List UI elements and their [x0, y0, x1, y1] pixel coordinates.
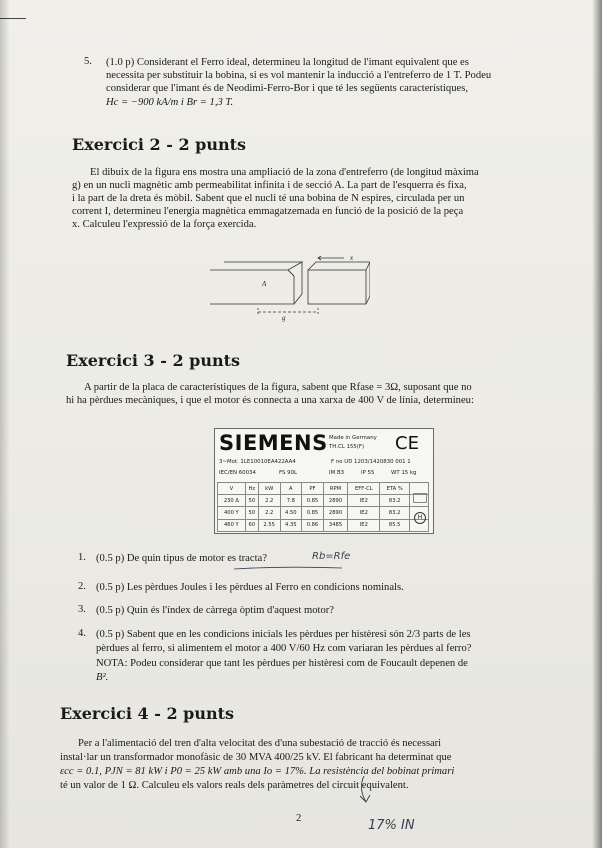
ex3-item4-line3: NOTA: Podeu considerar que tant les pèrdues per histèresi com de Foucault depenen de	[96, 658, 468, 669]
plate-cell: 4.50	[280, 507, 302, 519]
plate-row	[218, 519, 429, 531]
ex2-line4: corrent I, determineu l'energia magnètica emmagatzemada en funció de la posició de la peça	[72, 206, 464, 217]
plate-header-cell: A	[280, 483, 302, 495]
plate-row	[218, 495, 429, 507]
plate-cell: 2.55	[258, 519, 280, 531]
plate-header-cell: EFF-CL	[348, 483, 380, 495]
exercise-3-title: Exercici 3 - 2 punts	[66, 351, 241, 370]
plate-header-cell: Hz	[245, 483, 258, 495]
plate-cell: 4.35	[280, 519, 302, 531]
q5-line1: (1.0 p) Considerant el Ferro ideal, determineu la longitud de l'imant equivalent que es	[106, 57, 469, 68]
plate-made-in: Made in Germany	[329, 435, 377, 441]
plate-cell: 0.85	[302, 495, 324, 507]
plate-header-cell: ETA %	[380, 483, 410, 495]
plate-cell: 460 Y	[218, 519, 246, 531]
ex3-item3-text: (0.5 p) Quin és l'índex de càrrega òptim d'aquest motor?	[96, 605, 334, 616]
plate-cell: 2890	[323, 507, 347, 519]
plate-iec: IEC/EN 60034	[219, 470, 256, 476]
ex2-line2: g) en un nucli magnètic amb permeabilitat infinita i de secció A. La part de l'esquerra és fixa,	[72, 180, 467, 191]
ex4-line3: εcc = 0.1, PJN = 81 kW i P0 = 25 kW amb una Io = 17%. La resistència del bobinat primari	[60, 766, 455, 777]
ex3-item2-text: (0.5 p) Les pèrdues Joules i les pèrdues al Ferro en condicions nominals.	[96, 582, 404, 593]
siemens-logo: SIEMENS	[219, 431, 328, 455]
exercise-2-title: Exercici 2 - 2 punts	[72, 135, 247, 154]
plate-row	[218, 507, 429, 519]
plate-header-cell: kW	[258, 483, 280, 495]
handwritten-arrow	[354, 774, 384, 808]
ex3-item4-line1: (0.5 p) Sabent que en les condicions inicials les pèrdues per histèresi són 2/3 parts de les	[96, 629, 471, 640]
q5-number: 5.	[84, 56, 92, 67]
fig-label-g: g	[282, 314, 286, 322]
fig-label-x: x	[350, 256, 354, 262]
ex3-item4-line4: B².	[96, 672, 109, 683]
ex3-item4-number: 4.	[78, 628, 86, 639]
plate-cell: IE2	[348, 507, 380, 519]
plate-im: IM B3	[329, 470, 345, 476]
plate-cell: 50	[245, 495, 258, 507]
nameplate-table	[217, 482, 429, 532]
fig-label-A: A	[262, 280, 267, 288]
plate-header-cell: RPM	[323, 483, 347, 495]
q5-line4: Hc = −900 kA/m i Br = 1,3 T.	[106, 97, 234, 108]
plate-pictogram-icon	[413, 493, 427, 503]
plate-cell: 3485	[323, 519, 347, 531]
ex3-item3-number: 3.	[78, 604, 86, 615]
handwritten-note-rb-rfe: Rb=Rfe	[312, 551, 351, 562]
ex2-line3: i la part de la dreta és mòbil. Sabent que el nucli té una bobina de N espires, circulada per un	[72, 193, 465, 204]
plate-cell: 50	[245, 507, 258, 519]
ex4-line2: instal·lar un transformador monofàsic de 30 MVA 400/25 kV. El fabricant ha determinat que	[60, 752, 452, 763]
plate-fs: FS 90L	[279, 470, 298, 476]
handwritten-note-17-in: 17% IN	[368, 818, 415, 833]
plate-motor-code: 3~Mot. 1LE10010EA422AA4	[219, 459, 296, 465]
q5-line3: considerar que l'imant és de Neodimi-Ferro-Bor i que té les següents característiques,	[106, 83, 468, 94]
page-shadow-right	[592, 0, 602, 848]
plate-cell: 83.2	[380, 507, 410, 519]
plate-header-cell: PF	[302, 483, 324, 495]
ex3-item4-line2: pèrdues al ferro, si alimentem el motor a 400 V/60 Hz com variaran les pèrdues al ferro?	[96, 643, 472, 654]
plate-cell: 2.2	[258, 495, 280, 507]
plate-cell: 400 Y	[218, 507, 246, 519]
ex3-line1: A partir de la placa de característiques de la figura, sabent que Rfase = 3Ω, suposant que no	[84, 382, 472, 393]
motor-nameplate	[214, 428, 434, 534]
ex3-item1-number: 1.	[78, 552, 86, 563]
plate-header-cell: V	[218, 483, 246, 495]
plate-cell: 0.86	[302, 519, 324, 531]
ex2-line1: El dibuix de la figura ens mostra una ampliació de la zona d'entreferro (de longitud màxima	[90, 167, 479, 178]
plate-cell: 230 Δ	[218, 495, 246, 507]
plate-cell: 2890	[323, 495, 347, 507]
plate-h-mark: H	[414, 512, 426, 524]
plate-cell: 60	[245, 519, 258, 531]
plate-cell: IE2	[348, 495, 380, 507]
q5-line2: necessita per substituir la bobina, si es vol mantenir la inducció a l'entreferro de 1 T. Podeu	[106, 70, 492, 81]
plate-cell: IE2	[348, 519, 380, 531]
plate-f-no: F no UD 1203/1420830 001 1	[331, 459, 411, 465]
ex4-line1: Per a l'alimentació del tren d'alta velocitat des d'una subestació de tracció és necessari	[78, 738, 442, 749]
airgap-figure	[210, 256, 370, 322]
page-shadow-left	[0, 0, 10, 848]
plate-wt: WT 15 kg	[391, 470, 417, 476]
ex3-item2-number: 2.	[78, 581, 86, 592]
ex4-line4: té un valor de 1 Ω. Calculeu els valors reals dels paràmetres del circuit equivalent.	[60, 780, 409, 791]
plate-cell: 7.8	[280, 495, 302, 507]
handwritten-underline	[232, 565, 344, 571]
plate-th-cl: TH.CL 155(F)	[329, 444, 365, 450]
exercise-4-title: Exercici 4 - 2 punts	[60, 704, 235, 723]
plate-cell: 85.5	[380, 519, 410, 531]
plate-cell: 83.2	[380, 495, 410, 507]
ex3-line2: hi ha pèrdues mecàniques, i que el motor és connecta a una xarxa de 400 V de línia, determineu:	[66, 395, 474, 406]
plate-cell: 2.2	[258, 507, 280, 519]
plate-ip: IP 55	[361, 470, 375, 476]
ex3-item1-text: (0.5 p) De quin tipus de motor es tracta?	[96, 553, 267, 564]
ex2-line5: x. Calculeu l'expressió de la força exercida.	[72, 219, 257, 230]
page-number: 2	[296, 813, 302, 824]
ce-mark: CE	[395, 433, 419, 454]
plate-cell: 0.85	[302, 507, 324, 519]
plate-header-row	[218, 483, 429, 495]
